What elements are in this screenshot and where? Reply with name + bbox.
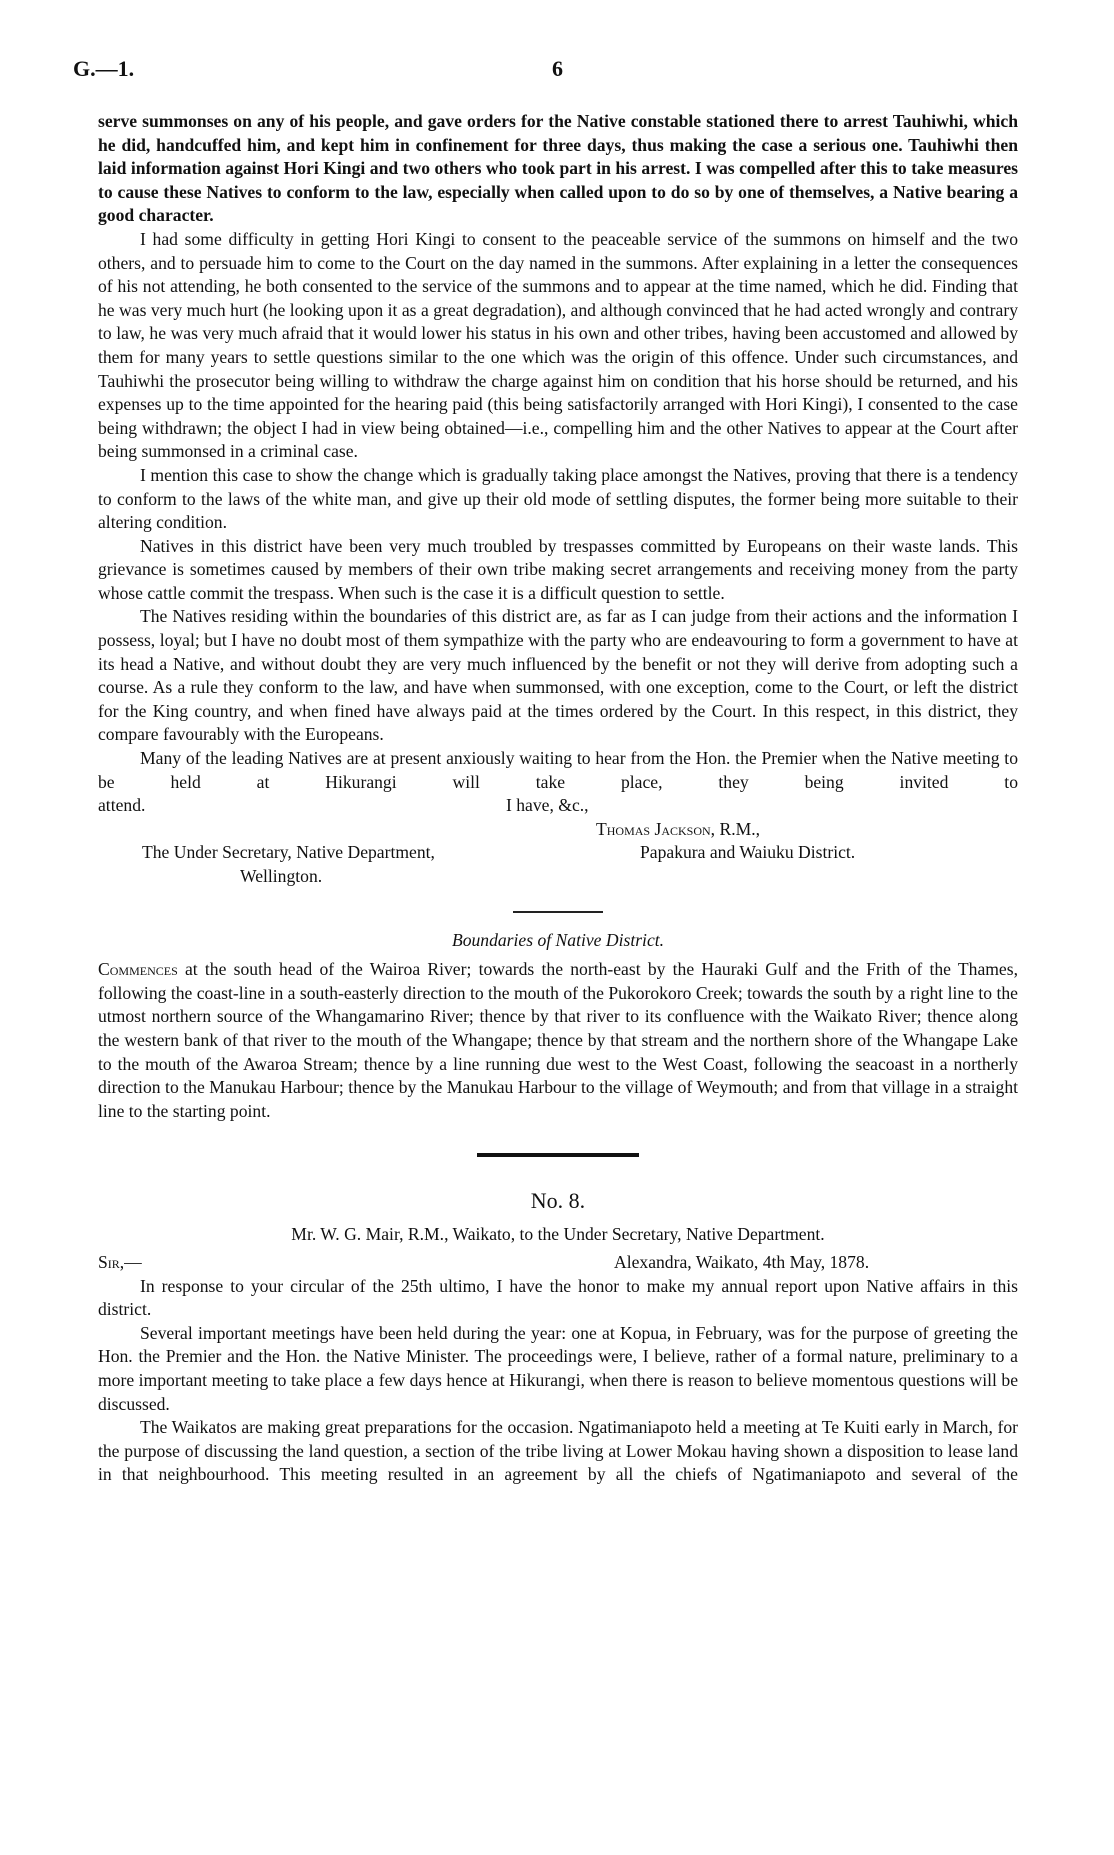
paragraph-continuation: serve summonses on any of his people, and gave orders for the Native constable stationed there to arrest Tauhiwhi, which he did, handcuffed him, and kept him in confinement for three days, thus making the case a serious one. Tauhiwhi then laid information against Hori Kingi and two others who took part in his arrest. I was compelled after this to take measures to cause these Natives to conform to the law, especially when called upon to do so by one of themselves, a Native bearing a good character. [98, 111, 1018, 226]
boundaries-heading: Boundaries of Native District. [451, 929, 665, 950]
page-header [0, 56, 1114, 96]
section-divider [513, 911, 603, 913]
paragraph-change: I mention this case to show the change which is gradually taking place amongst the Natives, proving that there is a tendency to conform to the laws of the white man, and give up their old mode of settling disputes, the former being more suitable to their altering condition. [98, 464, 1018, 533]
closing-row-4 [98, 865, 1018, 889]
closing-row-3 [98, 841, 1018, 865]
recipient-place: Wellington. [240, 866, 323, 886]
letter-paragraph-2: Several important meetings have been held during the year: one at Kopua, in February, was for the purpose of greeting the Hon. the Premier and the Hon. the Native Minister. The proceedings were, I believe, rather of a formal nature, preliminary to a more important meeting to take place a few days hence at Hikurangi, when there is reason to believe momentous questions will be discussed. [98, 1322, 1018, 1414]
paragraph-trespasses: Natives in this district have been very much troubled by trespasses committed by Europeans on their waste lands. This grievance is sometimes caused by members of their own tribe making secret arrangements and receiving money from the party whose cattle commit the trespass. When such is the case it is a difficult question to settle. [98, 535, 1018, 603]
boundaries-paragraph [98, 958, 1018, 1123]
letter-paragraph-1: In response to your circular of the 25th ultimo, I have the honor to make my annual report upon Native affairs in this district. [98, 1275, 1018, 1320]
closing-salutation: I have, &c., [506, 795, 589, 816]
letter-address-line: Mr. W. G. Mair, R.M., Waikato, to the Under Secretary, Native Department. [291, 1224, 825, 1245]
recipient-title: The Under Secretary, Native Department, [142, 842, 435, 863]
closing-attend: attend. [98, 795, 146, 816]
paragraph-meeting: Many of the leading Natives are at present anxiously waiting to hear from the Hon. the Premier when the Native meeting to be held at Hikurangi will take place, they being invited to [98, 748, 1018, 792]
page-body [98, 110, 1018, 1487]
letter-paragraph-3: The Waikatos are making great preparations for the occasion. Ngatimaniapoto held a meeting at Te Kuiti early in March, for the purpose of discussing the land question, a section of the tribe living at Lower Mokau having shown a disposition to lease land in that neighbourhood. This meeting resulted in an agreement by all the chiefs of Ngatimaniapoto and several of the [98, 1417, 1018, 1485]
page-number: 6 [552, 56, 563, 81]
letter-divider [477, 1153, 639, 1157]
paragraph-loyalty: The Natives residing within the boundaries of this district are, as far as I can judge from their actions and the information I possess, loyal; but I have no doubt most of them sympathize with the party who are endeavouring to form a government to have at its head a Native, and without doubt they are very much influenced by the benefit or not they will derive from adopting such a course. As a rule they conform to the law, and have when summonsed, with one exception, come to the Court, or left the district for the King country, and when fined have always paid at the times ordered by the Court. In this respect, in this district, they compare favourably with the Europeans. [98, 606, 1018, 745]
paragraph-hori-kingi: I had some difficulty in getting Hori Kingi to consent to the peaceable service of the summons on himself and the two others, and to persuade him to come to the Court on the day named in the summons. After explaining in a letter the consequences of his not attending, he both consented to the service of the summons and to appear at the time named, which he did. Finding that he was very much hurt (he looking upon it as a great degradation), and although convinced that he had acted wrongly and contrary to law, he was very much afraid that it would lower his status in his own and other tribes, having been accustomed and allowed by them for many years to settle questions similar to the one which was the origin of this offence. Under such circumstances, and Tauhiwhi the prosecutor being willing to withdraw the charge against him on condition that his horse should be returned, and his expenses up to the time appointed for the hearing paid (this being satisfactorily arranged with Hori Kingi), I consented to the case being withdrawn; the object I had in view being obtained—i.e., compelling him and the other Natives to appear at the Court after being summonsed in a criminal case. [98, 228, 1018, 462]
document-id: G.—1. [73, 56, 135, 81]
letter-place-date: Alexandra, Waikato, 4th May, 1878. [614, 1251, 870, 1272]
boundaries-lead-word: Commences [98, 959, 178, 980]
closing-row-2 [98, 818, 1018, 842]
letter-salutation: Sir,— [98, 1251, 142, 1272]
boundaries-text: at the south head of the Wairoa River; towards the north-east by the Hauraki Gulf and the Frith of the Thames, following the coast-line in a south-easterly direction to the mouth of the Pukorokoro Creek; towards the south by a right line to the utmost northern source of the Whangamarino River; thence by that river to its confluence with the Waikato River; thence along the western bank of that river to the mouth of the Whangape; thence by that stream and the northern shore of the Whangape Lake to the mouth of the Awaroa Stream; thence by a line running due west to the West Coast, following the seacoast in a northerly direction to the Manukau Harbour; thence by the Manukau Harbour to the village of Weymouth; and from that village in a straight line to the starting point. [98, 959, 1018, 1121]
salutation-row [98, 1251, 1018, 1275]
signatory-district: Papakura and Waiuku District. [640, 842, 856, 863]
letter-number: No. 8. [530, 1188, 586, 1214]
closing-row-1 [98, 794, 1018, 818]
signatory-name: Thomas Jackson, R.M., [596, 818, 761, 839]
